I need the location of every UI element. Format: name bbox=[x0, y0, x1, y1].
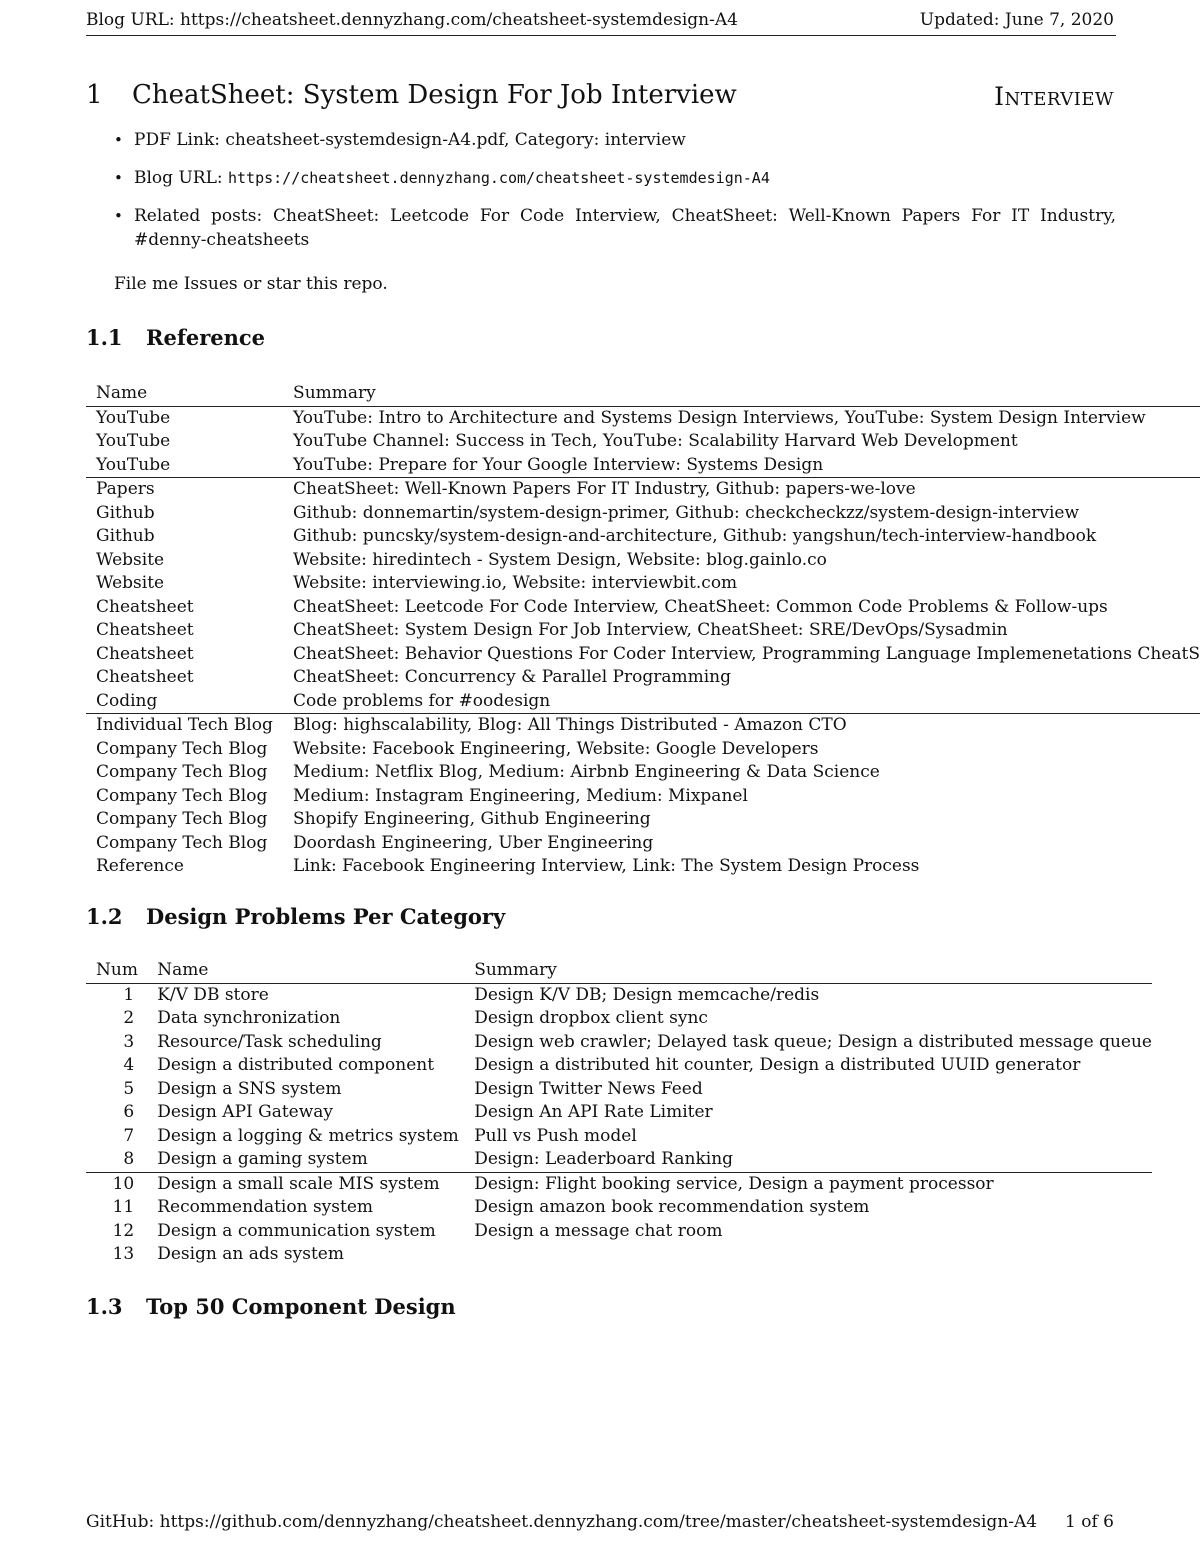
column-header: Name bbox=[157, 959, 474, 983]
reference-summary-cell[interactable]: CheatSheet: Well-Known Papers For IT Industry, Github: papers-we-love bbox=[293, 478, 1200, 502]
problem-number-cell: 7 bbox=[123, 1125, 135, 1146]
reference-name-cell: Website bbox=[96, 573, 165, 593]
pdf-link-bullet bbox=[114, 128, 1116, 152]
table-row bbox=[86, 761, 1200, 785]
column-header: Summary bbox=[474, 959, 1152, 983]
table-row bbox=[86, 983, 1152, 1007]
problem-number-cell: 4 bbox=[123, 1055, 135, 1075]
reference-summary-cell[interactable]: Github: donnemartin/system-design-primer, Github: checkcheckzz/system-design-interview bbox=[293, 502, 1080, 523]
table-row bbox=[86, 785, 1200, 809]
problem-summary-cell: Design dropbox client sync bbox=[474, 1008, 708, 1028]
problem-summary-cell bbox=[474, 1243, 1152, 1267]
reference-summary-cell[interactable]: Code problems for #oodesign bbox=[293, 690, 551, 711]
reference-name-cell: Company Tech Blog bbox=[96, 762, 268, 782]
table-row bbox=[86, 832, 1200, 856]
reference-name-cell: Reference bbox=[96, 856, 184, 876]
reference-summary-cell[interactable]: Website: Facebook Engineering, Website: Google Developers bbox=[293, 738, 819, 759]
reference-name-cell: Company Tech Blog bbox=[96, 809, 268, 829]
related-separator: , bbox=[1110, 206, 1116, 226]
problem-name-cell: Design a small scale MIS system bbox=[157, 1172, 474, 1196]
table-row bbox=[86, 1125, 1152, 1149]
problem-summary-cell: Design a distributed hit counter, Design a distributed UUID generator bbox=[474, 1055, 1081, 1075]
reference-name-cell: Company Tech Blog bbox=[96, 785, 268, 806]
reference-name-cell: Github bbox=[96, 502, 155, 523]
table-header-row bbox=[86, 959, 1152, 983]
reference-name-cell: Coding bbox=[96, 690, 158, 711]
section-number: 1 bbox=[86, 80, 103, 110]
reference-name-cell: YouTube bbox=[96, 431, 171, 451]
category-label: , Category: bbox=[503, 130, 605, 150]
table-row bbox=[86, 478, 1200, 502]
problem-number-cell: 3 bbox=[123, 1031, 135, 1052]
problem-number-cell: 11 bbox=[112, 1197, 135, 1217]
problem-summary-cell: Design: Leaderboard Ranking bbox=[474, 1149, 734, 1169]
table-row bbox=[86, 714, 1200, 738]
header-blog-url: Blog URL: https://cheatsheet.dennyzhang.com/cheatsheet-systemdesign-A4 bbox=[86, 10, 738, 30]
reference-name-cell: Cheatsheet bbox=[96, 596, 194, 617]
problem-name-cell: Design a SNS system bbox=[157, 1078, 342, 1099]
reference-name-cell: Company Tech Blog bbox=[96, 738, 268, 759]
table-row bbox=[86, 1148, 1152, 1172]
reference-name-cell: YouTube bbox=[96, 407, 171, 428]
header-updated-date: Updated: June 7, 2020 bbox=[919, 10, 1114, 30]
related-post-link[interactable]: CheatSheet: Well-Known Papers For IT Industry bbox=[671, 206, 1111, 226]
category-link[interactable]: interview bbox=[604, 130, 686, 150]
reference-summary-cell[interactable]: CheatSheet: Concurrency & Parallel Programming bbox=[293, 667, 731, 687]
table-row bbox=[86, 1243, 1152, 1267]
problem-name-cell: Design a communication system bbox=[157, 1220, 436, 1241]
table-row bbox=[86, 525, 1200, 549]
problem-summary-cell: Design Twitter News Feed bbox=[474, 1078, 703, 1099]
table-row bbox=[86, 619, 1200, 643]
reference-name-cell: Cheatsheet bbox=[96, 643, 194, 664]
table-row bbox=[86, 738, 1200, 762]
pdf-link[interactable]: cheatsheet-systemdesign-A4.pdf bbox=[225, 130, 504, 150]
reference-summary-cell[interactable]: YouTube: Prepare for Your Google Interview: Systems Design bbox=[293, 454, 824, 475]
table-row bbox=[86, 454, 1200, 478]
table-row bbox=[86, 596, 1200, 620]
table-row bbox=[86, 1054, 1152, 1078]
table-row bbox=[86, 808, 1200, 832]
reference-summary-cell[interactable]: Website: interviewing.io, Website: interviewbit.com bbox=[293, 573, 738, 593]
table-row bbox=[86, 1220, 1152, 1244]
reference-name-cell: Cheatsheet bbox=[96, 620, 194, 640]
table-row bbox=[86, 406, 1200, 430]
table-row bbox=[86, 855, 1200, 879]
repo-link[interactable]: this repo bbox=[306, 274, 383, 294]
reference-summary-cell[interactable]: Doordash Engineering, Uber Engineering bbox=[293, 832, 654, 853]
section-heading-reference: Reference bbox=[146, 325, 266, 350]
note-prefix: File me bbox=[114, 274, 184, 294]
section-number: 1.2 bbox=[86, 904, 123, 929]
reference-summary-cell[interactable]: CheatSheet: Behavior Questions For Coder Interview, Programming Language Implemenetations CheatS bbox=[293, 643, 1200, 664]
reference-name-cell: Github bbox=[96, 526, 155, 546]
table-row bbox=[86, 430, 1200, 454]
reference-summary-cell[interactable]: Link: Facebook Engineering Interview, Link: The System Design Process bbox=[293, 856, 920, 876]
problem-name-cell: Recommendation system bbox=[157, 1197, 374, 1217]
reference-summary-cell[interactable]: YouTube Channel: Success in Tech, YouTube: Scalability Harvard Web Development bbox=[293, 431, 1018, 451]
table-row bbox=[86, 643, 1200, 667]
table-row bbox=[86, 502, 1200, 526]
problem-name-cell: Data synchronization bbox=[157, 1008, 341, 1028]
problem-name-cell: Design API Gateway bbox=[157, 1102, 334, 1122]
problem-name-cell: Design a distributed component bbox=[157, 1055, 435, 1075]
related-posts-bullet bbox=[114, 204, 1116, 252]
reference-summary-cell[interactable]: Github: puncsky/system-design-and-architecture, Github: yangshun/tech-interview-handbook bbox=[293, 526, 1097, 546]
reference-summary-cell[interactable]: Website: hiredintech - System Design, Website: blog.gainlo.co bbox=[293, 549, 827, 570]
table-header-row bbox=[86, 382, 1200, 406]
reference-name-cell: Cheatsheet bbox=[96, 667, 194, 687]
section-number: 1.3 bbox=[86, 1294, 123, 1319]
table-row bbox=[86, 572, 1200, 596]
problem-summary-cell: Design web crawler; Delayed task queue; Design a distributed message queue bbox=[474, 1031, 1152, 1052]
problem-number-cell: 2 bbox=[123, 1008, 135, 1028]
reference-table bbox=[86, 382, 1200, 879]
blog-url-label: Blog URL: bbox=[134, 168, 228, 188]
problem-number-cell: 12 bbox=[112, 1220, 135, 1241]
problem-number-cell: 13 bbox=[112, 1244, 135, 1264]
problem-summary-cell: Design amazon book recommendation system bbox=[474, 1197, 870, 1217]
blog-url-bullet bbox=[114, 166, 1116, 190]
reference-summary-cell[interactable]: YouTube: Intro to Architecture and Systems Design Interviews, YouTube: System Design Interview bbox=[293, 407, 1146, 428]
problem-summary-cell: Design An API Rate Limiter bbox=[474, 1102, 713, 1122]
related-post-link[interactable]: CheatSheet: Leetcode For Code Interview bbox=[273, 206, 656, 226]
table-row bbox=[86, 666, 1200, 690]
problem-name-cell: Design an ads system bbox=[157, 1244, 344, 1264]
header-rule bbox=[86, 35, 1116, 36]
problem-name-cell: Design a gaming system bbox=[157, 1149, 368, 1169]
problem-number-cell: 6 bbox=[123, 1102, 135, 1122]
page-category: Interview bbox=[994, 82, 1114, 111]
denny-cheatsheets-link[interactable]: #denny-cheatsheets bbox=[134, 230, 310, 250]
page-number: 1 of 6 bbox=[1065, 1512, 1114, 1532]
reference-summary-cell[interactable]: Shopify Engineering, Github Engineering bbox=[293, 809, 651, 829]
problem-summary-cell: Pull vs Push model bbox=[474, 1125, 637, 1146]
problem-number-cell: 10 bbox=[86, 1172, 157, 1196]
table-row bbox=[86, 549, 1200, 573]
problem-name-cell: Design a logging & metrics system bbox=[157, 1125, 459, 1146]
problem-name-cell: K/V DB store bbox=[157, 984, 269, 1005]
table-row bbox=[86, 1172, 1152, 1196]
related-separator: , bbox=[655, 206, 672, 226]
section-heading-top50: Top 50 Component Design bbox=[146, 1294, 456, 1319]
blog-url-link[interactable]: https://cheatsheet.dennyzhang.com/cheatsheet-systemdesign-A4 bbox=[228, 169, 770, 187]
section-heading-design-problems: Design Problems Per Category bbox=[146, 904, 506, 929]
table-row bbox=[86, 690, 1200, 714]
problem-number-cell: 1 bbox=[123, 984, 135, 1005]
issues-link[interactable]: Issues bbox=[183, 274, 238, 294]
problem-number-cell: 8 bbox=[123, 1149, 135, 1169]
reference-summary-cell[interactable]: Blog: highscalability, Blog: All Things Distributed - Amazon CTO bbox=[293, 714, 1200, 738]
note-suffix: . bbox=[382, 274, 388, 294]
note-middle: or star bbox=[237, 274, 307, 294]
column-header: Num bbox=[86, 959, 157, 983]
reference-name-cell: Website bbox=[96, 549, 165, 570]
design-problems-table bbox=[86, 959, 1152, 1267]
table-row bbox=[86, 1031, 1152, 1055]
problem-summary-cell: Design K/V DB; Design memcache/redis bbox=[474, 984, 820, 1005]
column-header: Summary bbox=[293, 382, 1200, 406]
table-row bbox=[86, 1196, 1152, 1220]
contribute-note bbox=[114, 274, 388, 294]
reference-summary-cell[interactable]: CheatSheet: Leetcode For Code Interview, CheatSheet: Common Code Problems & Follow-ups bbox=[293, 596, 1108, 617]
table-row bbox=[86, 1101, 1152, 1125]
problem-number-cell: 5 bbox=[123, 1078, 135, 1099]
reference-name-cell: Company Tech Blog bbox=[96, 832, 268, 853]
reference-name-cell: Individual Tech Blog bbox=[86, 714, 293, 738]
table-row bbox=[86, 1078, 1152, 1102]
info-bullet-list bbox=[114, 128, 1116, 266]
footer-github-url: GitHub: https://github.com/dennyzhang/cheatsheet.dennyzhang.com/tree/master/cheatsheet-systemdesign-A4 bbox=[86, 1512, 1038, 1532]
reference-summary-cell[interactable]: Medium: Netflix Blog, Medium: Airbnb Engineering & Data Science bbox=[293, 762, 880, 782]
related-posts-label: Related posts: bbox=[134, 206, 274, 226]
reference-summary-cell[interactable]: CheatSheet: System Design For Job Interview, CheatSheet: SRE/DevOps/Sysadmin bbox=[293, 620, 1008, 640]
reference-name-cell: Papers bbox=[86, 478, 293, 502]
problem-summary-cell: Design a message chat room bbox=[474, 1220, 723, 1241]
problem-summary-cell: Design: Flight booking service, Design a payment processor bbox=[474, 1172, 1152, 1196]
reference-name-cell: YouTube bbox=[96, 454, 171, 475]
section-number: 1.1 bbox=[86, 325, 123, 350]
column-header: Name bbox=[86, 382, 293, 406]
reference-summary-cell[interactable]: Medium: Instagram Engineering, Medium: Mixpanel bbox=[293, 785, 748, 806]
page-title: CheatSheet: System Design For Job Interview bbox=[132, 80, 737, 110]
problem-name-cell: Resource/Task scheduling bbox=[157, 1031, 382, 1052]
pdf-link-label: PDF Link: bbox=[134, 130, 226, 150]
table-row bbox=[86, 1007, 1152, 1031]
